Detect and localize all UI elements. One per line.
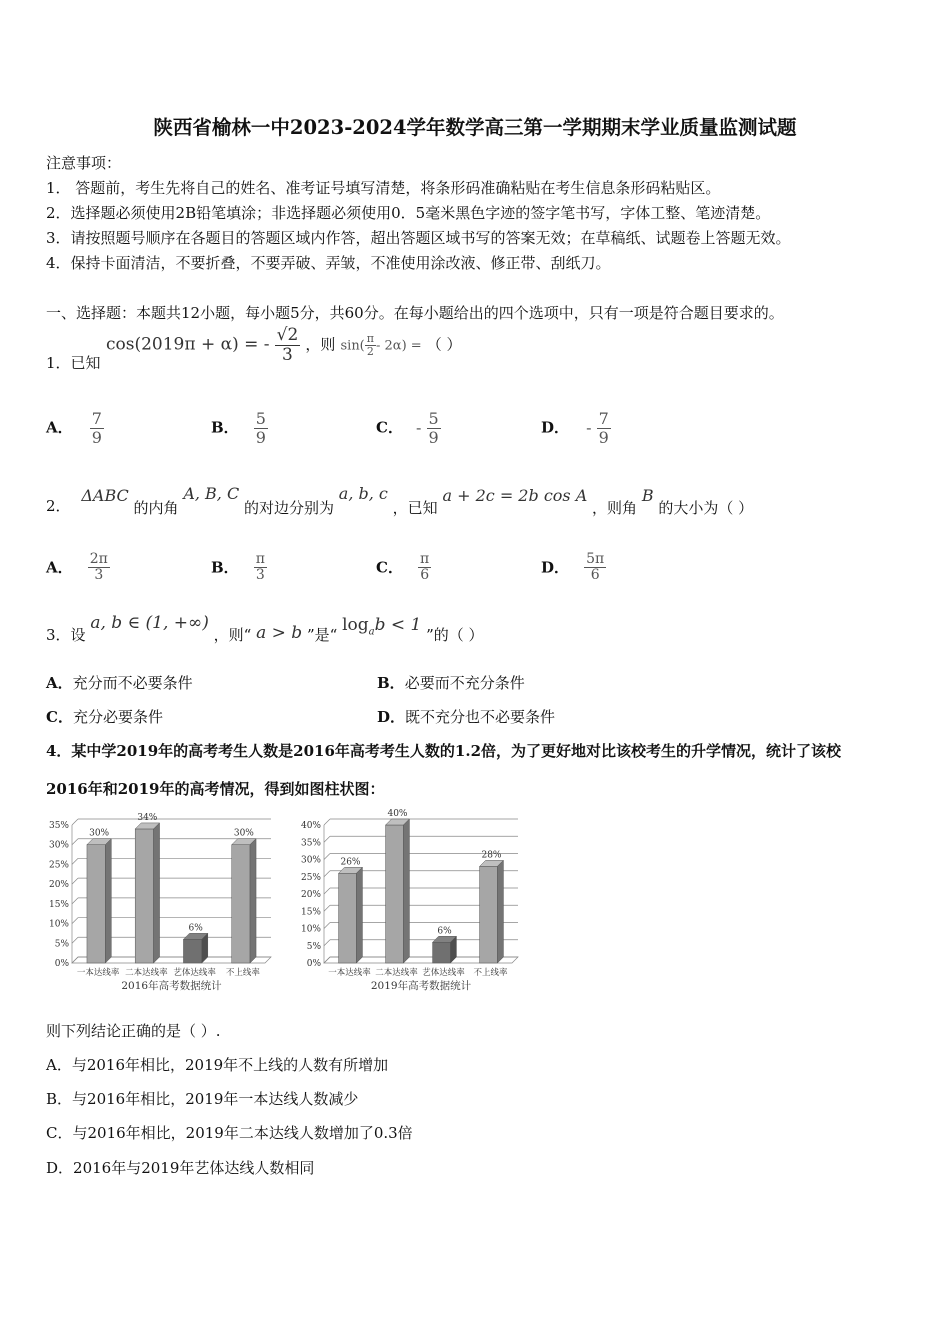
chart2-ytick: 20%	[300, 890, 321, 900]
chart2-data-label: 40%	[387, 809, 408, 819]
q2-option-b[interactable]	[211, 552, 267, 584]
q4-line-2: 2016年和2019年的高考情况，得到如图柱状图：	[46, 780, 385, 798]
q2-option-d-label: D．	[541, 558, 570, 577]
q3-option-b[interactable]	[377, 672, 525, 693]
chart2-bar-side	[497, 860, 503, 963]
q2-angle-b: B	[641, 486, 654, 505]
chart2-ytick: 30%	[300, 855, 321, 866]
q2-option-c[interactable]	[376, 552, 431, 584]
q2-option-b-den: 3	[255, 567, 265, 584]
q2-option-c-label: C．	[376, 558, 403, 577]
chart2-ytick: 10%	[300, 924, 321, 935]
q3-option-d-text: 既不充分也不必要条件	[405, 708, 556, 726]
q1-option-d-label: D．	[541, 418, 570, 437]
q1-option-c[interactable]	[376, 410, 441, 446]
q3-option-b-label: B．	[377, 674, 405, 692]
q1-option-b[interactable]	[211, 410, 268, 446]
q4-line-1: 4．某中学2019年的高考考生人数是2016年高考考生人数的1.2倍，为了更好地对比该校考生的升学情况，统计了该校	[46, 742, 842, 760]
q3-log-rest: b < 1	[374, 615, 422, 635]
chart1-grid-diag	[72, 878, 78, 884]
q1-sin-frac	[365, 333, 376, 358]
section-heading: 一、选择题：本题共12小题，每小题5分，共60分。在每小题给出的四个选项中，只有一项是符合题目要求的。	[46, 304, 784, 322]
q2-option-a[interactable]	[46, 552, 110, 584]
q4-question: 则下列结论正确的是（ ）.	[46, 1022, 221, 1040]
q1-option-c-den: 9	[428, 427, 439, 447]
notice-item-4: 4．保持卡面清洁，不要折叠，不要弄破、弄皱，不准使用涂改液、修正带、刮纸刀。	[46, 254, 611, 272]
q1-option-c-frac	[427, 410, 441, 446]
chart2-ytick: 0%	[306, 959, 321, 969]
q4-option-c[interactable]: C．与2016年相比，2019年二本达线人数增加了0.3倍	[46, 1124, 413, 1142]
chart2-bar	[386, 825, 404, 963]
q2-label: 2．	[46, 497, 71, 515]
q1-option-a-num: 7	[91, 409, 102, 428]
q1-sin-b: - 2α) =	[376, 338, 422, 354]
chart2-grid-diag	[324, 819, 330, 825]
q2-text-4: ，则角	[592, 499, 638, 517]
q3-option-d[interactable]	[377, 706, 555, 727]
chart2-grid-diag	[324, 871, 330, 877]
chart1-bar	[232, 845, 250, 963]
q3-log	[342, 615, 422, 638]
chart2-bar	[339, 873, 357, 963]
q3-option-c-text: 充分必要条件	[72, 708, 163, 726]
chart1-xtick: 艺体达线率	[173, 968, 216, 978]
q1-option-c-num: 5	[428, 409, 439, 428]
chart2-grid-diag	[324, 905, 330, 911]
chart-2019	[296, 805, 526, 1000]
q4-option-b[interactable]: B．与2016年相比，2019年一本达线人数减少	[46, 1090, 359, 1108]
chart1-xtick: 二本达线率	[125, 968, 168, 978]
chart2-ytick: 5%	[306, 941, 321, 952]
chart1-grid-diag	[72, 839, 78, 845]
chart2-ytick: 35%	[300, 838, 321, 849]
notice-item-2: 2．选择题必须使用2B铅笔填涂；非选择题必须使用0．5毫米黑色字迹的签字笔书写，字体工整、笔迹清楚。	[46, 204, 771, 222]
q1-expression	[106, 326, 462, 364]
q1-option-b-num: 5	[255, 409, 266, 428]
chart2-bar	[433, 942, 451, 963]
chart1-bar	[183, 939, 201, 963]
q3-set: a, b ∈ (1, +∞)	[90, 613, 209, 633]
q1-fraction: $\frac{√2}{3}$	[276, 325, 299, 365]
q2-text-3: ，已知	[392, 499, 438, 517]
chart1-bar	[87, 845, 105, 963]
q3-option-a[interactable]	[46, 672, 193, 693]
q2-option-b-frac	[254, 552, 267, 584]
notice-item-3: 3．请按照题号顺序在各题目的答题区域内作答，超出答题区域书写的答案无效；在草稿纸、试题卷上答题无效。	[46, 229, 791, 247]
q2-option-c-den: 6	[420, 567, 430, 584]
chart2-data-label: 28%	[481, 850, 502, 861]
q1-sin-a: sin(	[340, 338, 365, 354]
q2-text-5: 的大小为（ ）	[658, 499, 754, 517]
q2-option-a-frac	[88, 552, 110, 584]
chart-2016	[44, 805, 279, 1000]
q1-option-b-frac	[254, 410, 268, 446]
q3-log-base: a	[368, 626, 375, 638]
chart1-ytick: 20%	[48, 880, 69, 891]
chart1-bar-side	[154, 823, 160, 963]
q2-text-2: 的对边分别为	[244, 499, 335, 517]
chart2-data-label: 26%	[340, 857, 361, 868]
q1-den: 3	[282, 344, 293, 365]
q4-option-a[interactable]: A．与2016年相比，2019年不上线的人数有所增加	[46, 1056, 389, 1074]
q2-option-d-frac	[584, 552, 606, 584]
q3-text-2: ”是“	[306, 626, 338, 644]
chart1-grid-diag	[72, 937, 78, 943]
q1-option-c-label: C．	[376, 418, 403, 437]
chart2-grid-diag	[324, 940, 330, 946]
chart1-data-label: 30%	[233, 828, 254, 839]
q2-option-a-num: 2π	[89, 551, 108, 567]
chart1-grid-diag	[72, 898, 78, 904]
chart1-ytick: 30%	[48, 840, 69, 851]
q2-option-b-num: π	[255, 551, 265, 567]
q1-cos-expr: cos(2019π + α) = -	[106, 334, 270, 355]
chart1-ytick: 35%	[48, 821, 69, 831]
q3-condition: a > b	[256, 623, 303, 643]
chart2-bar-side	[356, 867, 362, 963]
q3-option-a-text: 充分而不必要条件	[72, 674, 193, 692]
q1-option-d-den: 9	[598, 427, 609, 447]
q1-label: 1．已知	[46, 354, 101, 372]
q2-option-a-den: 3	[94, 567, 104, 584]
q3-stem	[46, 612, 484, 644]
q3-option-c-label: C．	[46, 708, 73, 726]
q2-option-a-label: A．	[46, 558, 73, 577]
chart2-data-label: 6%	[437, 926, 452, 937]
q3-label: 3．设	[46, 626, 86, 644]
q3-log-word: log	[342, 615, 369, 635]
chart2-grid-diag	[324, 836, 330, 842]
q1-option-a[interactable]	[46, 410, 104, 446]
page-title: 陕西省榆林一中2023-2024学年数学高三第一学期期末学业质量监测试题	[153, 116, 797, 139]
chart2-title: 2019年高考数据统计	[370, 980, 472, 992]
q1-option-d-frac	[597, 410, 611, 446]
chart1-xtick: 一本达线率	[76, 968, 120, 978]
chart1-grid-diag	[72, 858, 78, 864]
q1-option-b-den: 9	[255, 427, 266, 447]
notice-heading: 注意事项：	[46, 154, 122, 172]
q2-option-d-num: 5π	[586, 551, 605, 567]
q1-paren: （ ）	[426, 335, 462, 354]
chart1-bar	[135, 829, 153, 963]
q1-sin-num: π	[366, 331, 374, 345]
q2-equation: a + 2c = 2b cos A	[442, 486, 588, 505]
chart1-bar-side	[105, 839, 111, 963]
q3-text-3: ”的（ ）	[426, 626, 484, 644]
chart2-grid-diag	[324, 888, 330, 894]
chart1-xtick: 不上线率	[225, 968, 260, 978]
chart2-grid-diag	[324, 854, 330, 860]
chart2-grid-diag	[324, 923, 330, 929]
chart1-data-label: 6%	[188, 923, 203, 934]
chart2-xtick: 二本达线率	[375, 968, 418, 978]
chart2-ytick: 25%	[300, 872, 321, 883]
q2-stem	[46, 484, 754, 517]
chart1-ytick: 10%	[48, 919, 69, 930]
q1-option-a-frac	[90, 410, 104, 446]
q3-option-a-label: A．	[46, 674, 73, 692]
q1-option-a-label: A．	[46, 418, 73, 437]
q1-option-d[interactable]	[541, 410, 611, 446]
q2-option-b-label: B．	[211, 558, 239, 577]
chart1-data-label: 34%	[137, 812, 158, 823]
q1-option-d-sign: -	[586, 417, 592, 437]
chart1-ytick: 25%	[48, 860, 69, 871]
q1-then: ，则	[305, 335, 336, 354]
chart1-bar-side	[250, 839, 256, 963]
q2-text-1: 的内角	[133, 499, 179, 517]
chart2-bar-side	[403, 819, 409, 963]
chart1-ytick: 0%	[54, 959, 69, 969]
chart2-ytick: 15%	[300, 907, 321, 918]
q2-option-d-den: 6	[590, 567, 600, 584]
q3-option-b-text: 必要而不充分条件	[404, 674, 525, 692]
chart1-data-label: 30%	[89, 828, 110, 839]
q1-option-d-num: 7	[598, 409, 609, 428]
chart2-xtick: 一本达线率	[328, 968, 371, 978]
chart1-grid-diag	[72, 918, 78, 924]
q2-triangle: ΔABC	[81, 486, 129, 505]
q2-option-d[interactable]	[541, 552, 606, 584]
q2-angles: A, B, C	[183, 484, 240, 503]
q3-option-c[interactable]	[46, 706, 163, 727]
q3-option-d-label: D．	[377, 708, 406, 726]
q2-option-c-frac	[418, 552, 431, 584]
q4-option-d[interactable]: D．2016年与2019年艺体达线人数相同	[46, 1159, 315, 1177]
q2-option-c-num: π	[420, 551, 430, 567]
chart2-bar	[480, 866, 498, 963]
chart1-title: 2016年高考数据统计	[121, 980, 222, 992]
q1-option-b-label: B．	[211, 418, 239, 437]
chart2-xtick: 不上线率	[473, 968, 508, 978]
chart1-grid-diag	[72, 819, 78, 825]
chart1-ytick: 15%	[48, 899, 69, 910]
q3-text-1: ，则“	[213, 626, 252, 644]
q1-option-c-sign: -	[416, 417, 422, 437]
chart2-ytick: 40%	[300, 821, 321, 831]
q1-sin-den: 2	[366, 344, 374, 358]
chart1-ytick: 5%	[54, 939, 69, 950]
q2-sides: a, b, c	[338, 484, 388, 503]
chart2-xtick: 艺体达线率	[422, 968, 465, 978]
q1-option-a-den: 9	[91, 427, 102, 447]
notice-item-1: 1． 答题前，考生先将自己的姓名、准考证号填写清楚，将条形码准确粘贴在考生信息条形码粘贴区。	[46, 179, 721, 197]
q1-sqrt: 2	[287, 325, 299, 345]
